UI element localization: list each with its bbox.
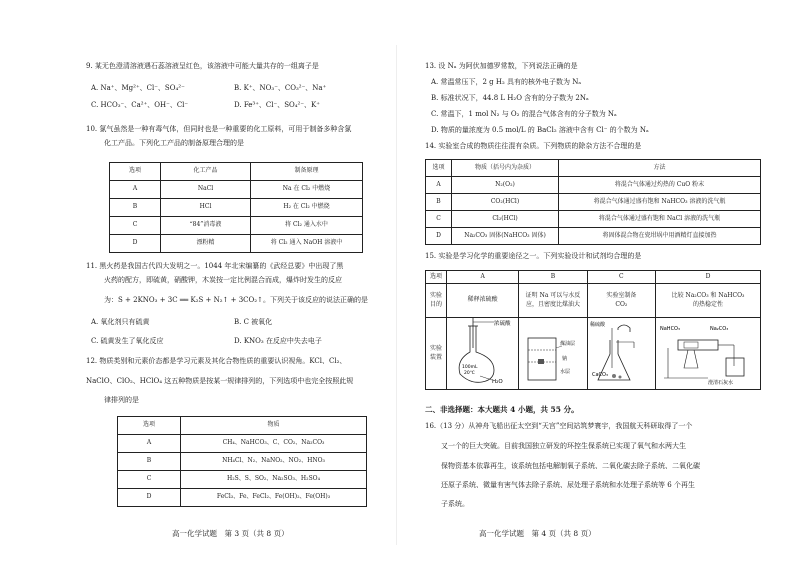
q14-cell: Na₂CO₃ 固体(NaHCO₃ 固体) (452, 228, 559, 245)
q15-purpose-c-line1: 实验室制备 (606, 292, 637, 300)
q13-option-c: C. 常温下，1 mol N₂ 与 O₂ 的混合气体含有的分子数为 Nₐ (431, 110, 617, 118)
q12-cell: CH₄、NaHCO₃、C、CO₂、Na₂CO₃ (181, 435, 367, 453)
q14-cell: N₂(O₂) (452, 177, 559, 194)
q12-cell: C (118, 471, 181, 489)
q15-header-d: D (656, 271, 761, 284)
q15-device-a (447, 318, 519, 390)
table-row (426, 318, 761, 390)
q16-line2: 又一个的巨大突破。目前我国独立研发的环控生保系统已实现了氧气和水两大生 (441, 442, 686, 450)
table-row (118, 489, 367, 507)
q15-purpose-label-1: 实验 (429, 292, 442, 300)
q11-option-d: D. KNO₃ 在反应中失去电子 (234, 337, 322, 345)
q15-purpose-a (447, 284, 519, 318)
q9-option-b: B. K⁺、NO₃⁻、CO₃²⁻、Na⁺ (234, 84, 327, 92)
table-row (110, 181, 363, 199)
table-row (426, 228, 761, 245)
q12-cell: NH₄Cl、N₂、NaNO₂、NO₂、HNO₃ (181, 453, 367, 471)
q15-header-a: A (447, 271, 519, 284)
label-limewater: 澄清石灰水 (708, 380, 734, 386)
q10-header-principle: 制备原理 (251, 163, 363, 181)
heating-apparatus (658, 318, 758, 386)
q16-line3: 保物资基本依靠再生，该系统包括电解制氧子系统、二氧化碳去除子系统、二氧化碳 (441, 462, 700, 470)
label-sodium: 钠 (561, 356, 567, 362)
q15-purpose-b-line1: 证明 Na 可以与水反 (525, 292, 581, 300)
q10-header-product: 化工产品 (161, 163, 251, 181)
table-row (118, 435, 367, 453)
q10-header-option: 选项 (110, 163, 161, 181)
q15-device-c (587, 318, 655, 390)
q14-cell: CO₂(HCl) (452, 194, 559, 211)
q10-cell: H₂ 在 Cl₂ 中燃烧 (251, 199, 363, 217)
label-water-a: H₂O (491, 379, 503, 385)
q16-line1: 16.（13 分）从神舟飞船出征太空到“天宫”空间站筑梦寰宇，我国航天科研取得了一个 (425, 422, 693, 430)
q15-device-label (426, 318, 447, 390)
q10-cell: B (110, 199, 161, 217)
q15-purpose-d-line2: 的热稳定性 (692, 300, 723, 308)
label-na2co3: Na₂CO₃ (710, 326, 729, 332)
q11-line2: 火药的配方，即硫黄，硝酸钾，木炭按一定比例混合而成，爆炸时发生的反应 (104, 276, 342, 284)
q10-cell: D (110, 235, 161, 253)
label-conc-acid: 浓硫酸 (493, 321, 511, 327)
q15-table (425, 270, 761, 390)
q15-purpose-d (656, 284, 761, 318)
label-nahco3: NaHCO₃ (660, 326, 680, 332)
q15-device-b (519, 318, 587, 390)
q10-cell: C (110, 217, 161, 235)
q14-stem: 14. 实验室合成的物质往往混有杂质。下列物质的除杂方法不合理的是 (425, 142, 642, 150)
q14-cell: 将混合气体通过盛有饱和 NaHCO₃ 溶液的洗气瓶 (559, 194, 761, 211)
q15-header-b: B (519, 271, 587, 284)
q14-cell: D (426, 228, 452, 245)
q13-stem: 13. 设 Nₐ 为阿伏加德罗常数，下列说法正确的是 (425, 62, 578, 70)
q12-cell: D (118, 489, 181, 507)
q12-cell: H₂S、S、SO₂、Na₂SO₃、H₂SO₄ (181, 471, 367, 489)
table-row (118, 453, 367, 471)
q10-cell: NaCl (161, 181, 251, 199)
q11-option-b: B. C 被氧化 (234, 318, 273, 326)
q14-header-method: 方法 (559, 160, 761, 177)
table-row (426, 177, 761, 194)
q10-cell: “84”消毒液 (161, 217, 251, 235)
q15-device-d (656, 318, 761, 390)
q10-stem-line1: 10. 氯气虽然是一种有毒气体，但同时也是一种重要的化工原料，可用于制备多种含氯 (86, 125, 352, 133)
section-title: 二、非选择题：本大题共 4 小题，共 55 分。 (425, 405, 579, 414)
q12-table (117, 416, 367, 507)
q15-device-label-1: 实验 (429, 345, 442, 353)
q15-header-c: C (587, 271, 655, 284)
q15-stem: 15. 实验是学习化学的重要途径之一。下列实验设计和试剂均合理的是 (425, 252, 642, 260)
right-page-footer: 高一化学试题 第 4 页（共 8 页） (479, 529, 596, 538)
q11-option-c: C. 硫黄发生了氧化反应 (91, 337, 164, 345)
q10-stem-line2: 化工产品。下列化工产品的制备原理合理的是 (104, 139, 244, 147)
q11-line3: 为：S + 2KNO₃ + 3C ══ K₂S + N₂↑ + 3CO₂↑。下列关于该反应的说法正确的是 (104, 296, 368, 304)
q12-line2: NaClO、ClO₂、HClO₄ 这五种物质是按某一规律排列的，下列选项中也完全按照此规 (86, 377, 354, 385)
q12-cell: B (118, 453, 181, 471)
q14-cell: 将固体混合物在瓷坩埚中用酒精灯直接加热 (559, 228, 761, 245)
beaker-apparatus (522, 318, 584, 386)
q10-cell: 漂粉精 (161, 235, 251, 253)
q15-purpose-b (519, 284, 587, 318)
table-row (426, 211, 761, 228)
q15-purpose-c-line2: CO₂ (615, 300, 628, 308)
conical-flask-apparatus (590, 318, 652, 386)
table-row (118, 471, 367, 489)
q15-header-option: 选项 (426, 271, 447, 284)
q10-table (109, 162, 363, 253)
q9-option-c: C. HCO₃⁻、Ca²⁺、OH⁻、Cl⁻ (91, 101, 189, 109)
q9-stem: 9. 某无色澄清溶液遇石蕊溶液呈红色，该溶液中可能大量共存的一组离子是 (86, 62, 319, 70)
volumetric-flask-apparatus (450, 318, 516, 386)
q10-cell: Na 在 Cl₂ 中燃烧 (251, 181, 363, 199)
label-caco3: CaCO₃ (592, 372, 609, 378)
q14-cell: B (426, 194, 452, 211)
label-water-layer: 水层 (559, 369, 570, 375)
q12-line1: 12. 物质类别和元素价态都是学习元素及其化合物性质的重要认识视角。KCl、Cl₂、 (86, 357, 347, 365)
q12-cell: A (118, 435, 181, 453)
q13-option-b: B. 标准状况下，44.8 L H₂O 含有的分子数为 2Nₐ (431, 94, 589, 102)
q14-cell: C (426, 211, 452, 228)
q14-table (425, 159, 761, 245)
q10-cell: 将 Cl₂ 通入 NaOH 溶液中 (251, 235, 363, 253)
q14-cell: Cl₂(HCl) (452, 211, 559, 228)
q12-header-substance: 物质 (181, 417, 367, 435)
sodium-piece (538, 359, 544, 364)
q13-option-a: A. 常温常压下，2 g H₂ 具有的核外电子数为 Nₐ (431, 78, 582, 86)
q10-cell: 将 Cl₂ 通入水中 (251, 217, 363, 235)
right-page (397, 0, 794, 565)
q11-option-a: A. 氧化剂只有硫黄 (91, 318, 150, 326)
q15-purpose-a-text: 稀释浓硫酸 (467, 296, 498, 304)
q10-cell: HCl (161, 199, 251, 217)
q10-cell: A (110, 181, 161, 199)
q12-header-option: 选项 (118, 417, 181, 435)
q15-device-label-2: 装置 (429, 353, 442, 361)
q15-purpose-d-line1: 比较 Na₂CO₃ 和 NaHCO₃ (671, 292, 745, 300)
q16-line4: 还原子系统、微量有害气体去除子系统、尿处理子系统和水处理子系统等 6 个再生 (441, 481, 695, 489)
q14-cell: 将混合气体通过灼热的 CuO 粉末 (559, 177, 761, 194)
table-row (110, 235, 363, 253)
q15-purpose-label-2: 目的 (429, 300, 442, 308)
label-kerosene-layer: 煤油层 (559, 341, 575, 347)
q16-line5: 子系统。 (441, 500, 469, 508)
q14-header-option: 选项 (426, 160, 452, 177)
label-flask-temp: 20℃ (463, 371, 475, 376)
q15-purpose-b-line2: 应，且密度比煤油大 (525, 300, 580, 308)
label-dilute-sulfuric: 稀硫酸 (590, 322, 606, 328)
q15-purpose-c (587, 284, 655, 318)
table-row (110, 199, 363, 217)
q13-option-d: D. 物质的量浓度为 0.5 mol/L 的 BaCl₂ 溶液中含有 Cl⁻ 的个数为 Nₐ (431, 126, 649, 134)
label-flask-volume: 100mL (461, 365, 478, 370)
q12-cell: FeCl₃、Fe、FeCl₂、Fe(OH)₂、Fe(OH)₃ (181, 489, 367, 507)
left-page-footer: 高一化学试题 第 3 页（共 8 页） (172, 529, 289, 538)
table-row (426, 284, 761, 318)
q9-option-d: D. Fe³⁺、Cl⁻、SO₄²⁻、K⁺ (234, 101, 320, 109)
q9-option-a: A. Na⁺、Mg²⁺、Cl⁻、SO₄²⁻ (91, 84, 185, 92)
q12-line3: 律排列的是 (104, 396, 139, 404)
table-row (110, 217, 363, 235)
q11-line1: 11. 黑火药是我国古代四大发明之一。1044 年北宋编纂的《武经总要》中出现了黑 (86, 262, 344, 270)
q14-cell: 将混合气体通过盛有饱和 NaCl 溶液的洗气瓶 (559, 211, 761, 228)
q14-header-substance: 物质（括号内为杂质） (452, 160, 559, 177)
q14-cell: A (426, 177, 452, 194)
table-row (426, 194, 761, 211)
q15-purpose-label (426, 284, 447, 318)
